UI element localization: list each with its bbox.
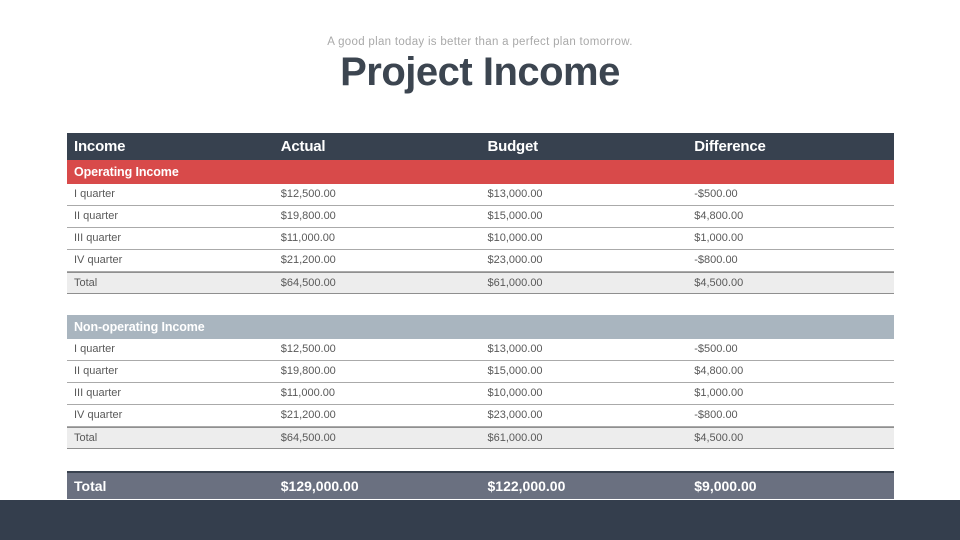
column-header-income: Income <box>74 138 126 155</box>
row-cell: II quarter <box>74 210 119 222</box>
row-cell: $61,000.00 <box>487 277 543 289</box>
row-cell: $21,200.00 <box>280 409 336 421</box>
table-row <box>67 405 894 427</box>
section-total-row <box>67 427 894 449</box>
table-sections <box>67 160 894 449</box>
table-header-row <box>67 133 894 160</box>
income-table <box>67 133 894 499</box>
table-row <box>67 184 894 206</box>
row-cell: $13,000.00 <box>487 343 543 355</box>
column-header-actual: Actual <box>280 138 326 155</box>
row-cell: -$500.00 <box>694 188 738 200</box>
column-header-difference: Difference <box>694 138 766 155</box>
row-cell: $15,000.00 <box>487 210 543 222</box>
row-cell: -$800.00 <box>694 254 738 266</box>
table-row <box>67 361 894 383</box>
row-cell: Total <box>74 277 98 289</box>
table-row <box>67 250 894 272</box>
grand-total-budget: $122,000.00 <box>487 478 566 494</box>
table-row <box>67 383 894 405</box>
row-cell: I quarter <box>74 188 115 200</box>
row-cell: III quarter <box>74 387 122 399</box>
row-cell: II quarter <box>74 365 119 377</box>
column-header-budget: Budget <box>487 138 538 155</box>
row-cell: $21,200.00 <box>280 254 336 266</box>
section-header: Operating Income <box>67 160 894 184</box>
grand-total-actual: $129,000.00 <box>280 478 359 494</box>
row-cell: I quarter <box>74 343 115 355</box>
row-cell: $4,800.00 <box>694 365 744 377</box>
row-cell: $64,500.00 <box>280 432 336 444</box>
row-cell: $23,000.00 <box>487 409 543 421</box>
row-cell: III quarter <box>74 232 122 244</box>
grand-total-row <box>67 471 894 499</box>
row-cell: $1,000.00 <box>694 232 744 244</box>
grand-total-label: Total <box>74 478 107 494</box>
row-cell: $11,000.00 <box>280 232 335 244</box>
row-cell: $4,500.00 <box>694 277 744 289</box>
row-cell: $1,000.00 <box>694 387 744 399</box>
row-cell: IV quarter <box>74 409 123 421</box>
section-total-row <box>67 272 894 294</box>
table-row <box>67 206 894 228</box>
row-cell: $4,800.00 <box>694 210 744 222</box>
table-row <box>67 228 894 250</box>
row-cell: IV quarter <box>74 254 123 266</box>
row-cell: -$800.00 <box>694 409 738 421</box>
row-cell: -$500.00 <box>694 343 738 355</box>
row-cell: $11,000.00 <box>280 387 335 399</box>
table-row <box>67 339 894 361</box>
row-cell: $61,000.00 <box>487 432 543 444</box>
row-cell: $23,000.00 <box>487 254 543 266</box>
grand-total-difference: $9,000.00 <box>694 478 757 494</box>
row-cell: $4,500.00 <box>694 432 744 444</box>
row-cell: $10,000.00 <box>487 232 543 244</box>
footer-bar <box>0 500 960 540</box>
section-header: Non-operating Income <box>67 315 894 339</box>
row-cell: $15,000.00 <box>487 365 543 377</box>
table-section <box>67 160 894 294</box>
row-cell: $64,500.00 <box>280 277 336 289</box>
row-cell: Total <box>74 432 98 444</box>
row-cell: $12,500.00 <box>280 343 336 355</box>
row-cell: $13,000.00 <box>487 188 543 200</box>
row-cell: $10,000.00 <box>487 387 543 399</box>
page-title: Project Income <box>340 50 620 94</box>
row-cell: $19,800.00 <box>280 365 336 377</box>
slide-subtitle: A good plan today is better than a perfect plan tomorrow. <box>327 36 633 48</box>
row-cell: $19,800.00 <box>280 210 336 222</box>
table-section <box>67 315 894 449</box>
row-cell: $12,500.00 <box>280 188 336 200</box>
